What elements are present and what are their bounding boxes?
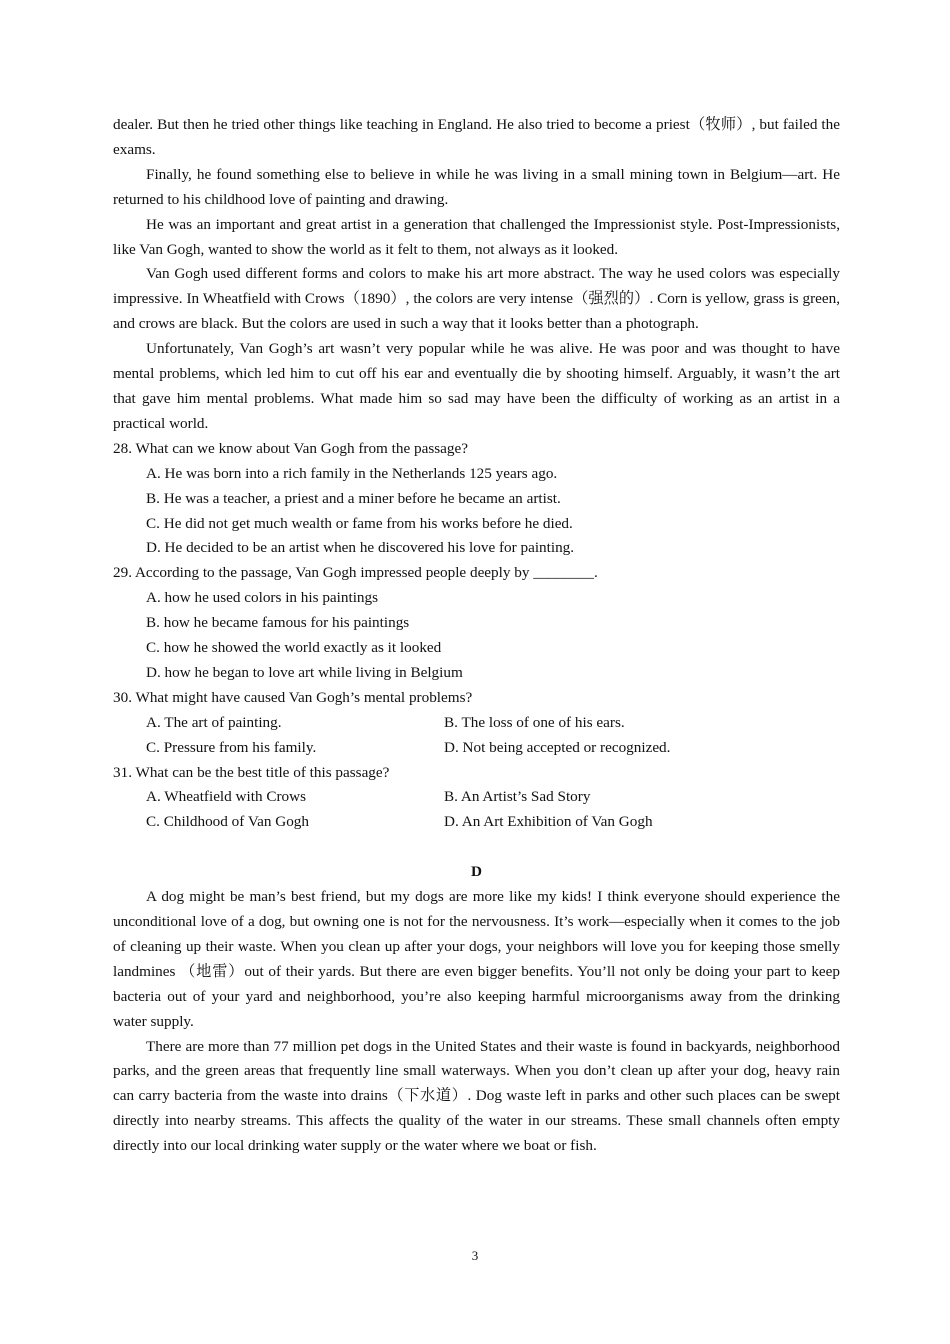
passage-c-paragraph: Van Gogh used different forms and colors to make his art more abstract. The way he used colors was especially impressive. In Wheatfield with Crows（1890）, the colors are very intense（强烈的）. Corn is yellow, grass is green, and crows are black. But the colors are used in such a way that it looks better than a photograph. [113, 265, 840, 333]
option-c: C. He did not get much wealth or fame from his works before he died. [146, 514, 573, 532]
passage-c-paragraph: Finally, he found something else to believe in while he was living in a small mining town in Belgium—art. He returned to his childhood love of painting and drawing. [113, 165, 840, 208]
question-stem: 29. According to the passage, Van Gogh impressed people deeply by ________. [113, 564, 598, 582]
option-d: D. He decided to be an artist when he discovered his love for painting. [146, 539, 575, 557]
question-stem: 31. What can be the best title of this passage? [113, 763, 390, 781]
option-c: C. how he showed the world exactly as it looked [146, 639, 442, 657]
option-d: D. An Art Exhibition of Van Gogh [444, 813, 653, 831]
passage-c-paragraph: dealer. But then he tried other things like teaching in England. He also tried to become a priest（牧师）, but failed the exams. [113, 116, 840, 158]
option-a: A. Wheatfield with Crows [146, 788, 307, 806]
option-b: B. He was a teacher, a priest and a miner before he became an artist. [146, 489, 561, 507]
question-stem: 28. What can we know about Van Gogh from the passage? [113, 439, 468, 457]
option-a: A. The art of painting. [146, 713, 282, 731]
passage-c-paragraph: Unfortunately, Van Gogh’s art wasn’t very popular while he was alive. He was poor and was thought to have mental problems, which led him to cut off his ear and eventually die by shooting himself. Arguably, it wasn’t the art that gave him mental problems. What made him so sad may have been the difficulty of working as an artist in a practical world. [113, 340, 840, 432]
option-a: A. how he used colors in his paintings [146, 589, 379, 607]
passage-c-paragraph: He was an important and great artist in a generation that challenged the Impressionist style. Post-Impressionists, like Van Gogh, wanted to show the world as it felt to them, not always as it looked. [113, 215, 840, 258]
option-b: B. An Artist’s Sad Story [444, 788, 591, 806]
option-row [113, 810, 840, 835]
question-29 [113, 561, 840, 686]
option-c: C. Pressure from his family. [146, 738, 317, 756]
passage-d-paragraph: There are more than 77 million pet dogs in the United States and their waste is found in backyards, neighborhood parks, and the green areas that frequently line small waterways. When you don’t clean up after your dog, heavy rain can carry bacteria from the waste into drains（下水道）. Dog waste left in parks and other such places can be swept directly into nearby streams. This affects the quality of the water in our streams. These small channels often empty directly into our local drinking water supply or the water where we boat or fish. [113, 1037, 840, 1155]
option-b: B. The loss of one of his ears. [444, 713, 625, 731]
option-b: B. how he became famous for his paintings [146, 614, 410, 632]
document-page [113, 113, 840, 1159]
option-row [113, 785, 840, 810]
passage-d-paragraph: A dog might be man’s best friend, but my dogs are more like my kids! I think everyone should experience the unconditional love of a dog, but owning one is not for the nervousness. It’s work—especially when it comes to the job of cleaning up their waste. When you clean up after your dogs, your neighbors will love you for keeping those smelly landmines （地雷）out of their yards. But there are even bigger benefits. You’ll not only be doing your part to keep bacteria out of your yard and neighborhood, you’re also keeping harmful microorganisms away from the drinking water supply. [113, 888, 840, 1030]
option-d: D. Not being accepted or recognized. [444, 738, 671, 756]
section-title: D [471, 863, 482, 881]
option-a: A. He was born into a rich family in the Netherlands 125 years ago. [146, 464, 558, 482]
option-row [113, 736, 840, 761]
option-c: C. Childhood of Van Gogh [146, 813, 309, 831]
question-31 [113, 761, 840, 836]
question-30 [113, 686, 840, 761]
question-stem: 30. What might have caused Van Gogh’s mental problems? [113, 688, 473, 706]
option-d: D. how he began to love art while living in Belgium [146, 663, 463, 681]
question-28 [113, 437, 840, 562]
page-number: 3 [471, 1248, 479, 1263]
option-row [113, 711, 840, 736]
